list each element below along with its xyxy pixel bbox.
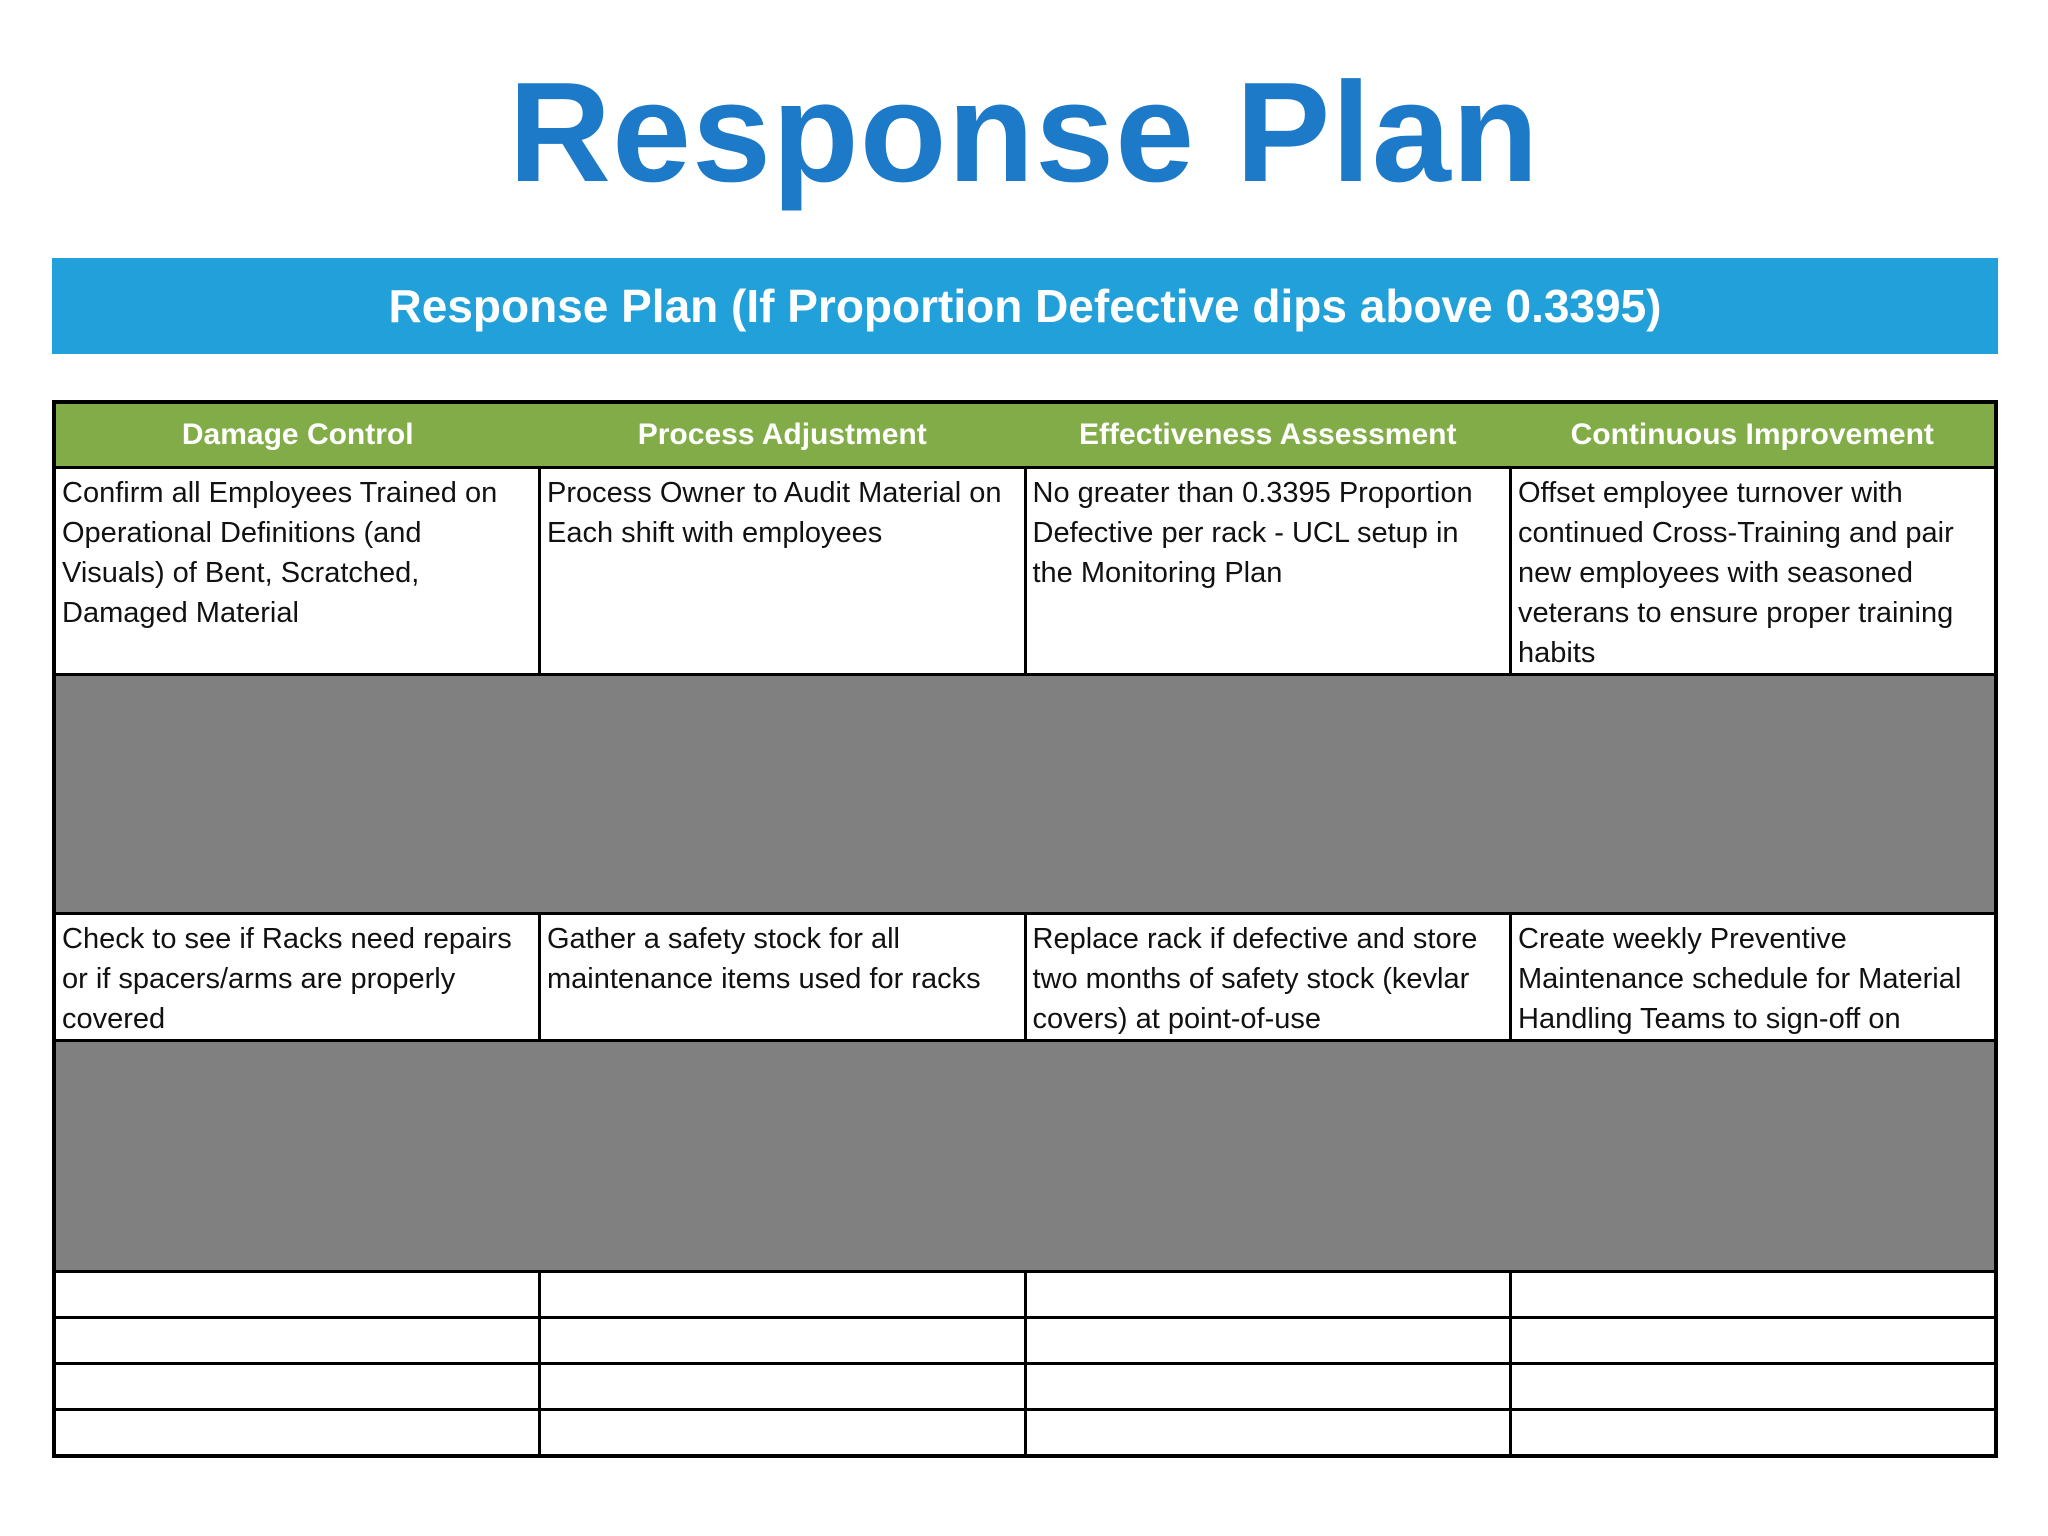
empty-cell [54, 1318, 540, 1364]
empty-cell [540, 1318, 1026, 1364]
table-cell: Gather a safety stock for all maintenance items used for racks [540, 914, 1026, 1041]
table-row [54, 468, 1996, 675]
empty-cell [54, 1410, 540, 1457]
empty-cell [540, 1364, 1026, 1410]
page-title: Response Plan [508, 53, 1540, 212]
empty-cell [1025, 1318, 1511, 1364]
header-damage-control: Damage Control [54, 402, 540, 468]
header-process-adjustment: Process Adjustment [540, 402, 1026, 468]
response-plan-table [52, 400, 1998, 1458]
empty-cell [54, 1364, 540, 1410]
empty-row [54, 1410, 1996, 1457]
empty-cell [540, 1272, 1026, 1318]
empty-cell [1511, 1318, 1997, 1364]
empty-cell [1511, 1272, 1997, 1318]
empty-row [54, 1364, 1996, 1410]
table-cell: Offset employee turnover with continued Cross-Training and pair new employees with seasoned veterans to ensure proper training habits [1511, 468, 1997, 675]
table-cell: Create weekly Preventive Maintenance schedule for Material Handling Teams to sign-off on [1511, 914, 1997, 1041]
table-cell: Check to see if Racks need repairs or if spacers/arms are properly covered [54, 914, 540, 1041]
empty-cell [1025, 1272, 1511, 1318]
empty-cell [54, 1272, 540, 1318]
empty-cell [1511, 1410, 1997, 1457]
empty-cell [1025, 1410, 1511, 1457]
table-cell: No greater than 0.3395 Proportion Defective per rack - UCL setup in the Monitoring Plan [1025, 468, 1511, 675]
table-header-row [54, 402, 1996, 468]
empty-row [54, 1318, 1996, 1364]
empty-cell [1025, 1364, 1511, 1410]
empty-row [54, 1272, 1996, 1318]
table-cell: Replace rack if defective and store two months of safety stock (kevlar covers) at point-of-use [1025, 914, 1511, 1041]
redacted-row [54, 1041, 1996, 1272]
table-cell: Confirm all Employees Trained on Operational Definitions (and Visuals) of Bent, Scratched, Damaged Material [54, 468, 540, 675]
empty-cell [540, 1410, 1026, 1457]
redacted-block [54, 675, 1996, 914]
header-effectiveness-assessment: Effectiveness Assessment [1025, 402, 1511, 468]
table-row [54, 914, 1996, 1041]
response-plan-banner: Response Plan (If Proportion Defective dips above 0.3395) [52, 258, 1998, 354]
redacted-block [54, 1041, 1996, 1272]
header-continuous-improvement: Continuous Improvement [1511, 402, 1997, 468]
table-cell: Process Owner to Audit Material on Each shift with employees [540, 468, 1026, 675]
redacted-row [54, 675, 1996, 914]
empty-cell [1511, 1364, 1997, 1410]
